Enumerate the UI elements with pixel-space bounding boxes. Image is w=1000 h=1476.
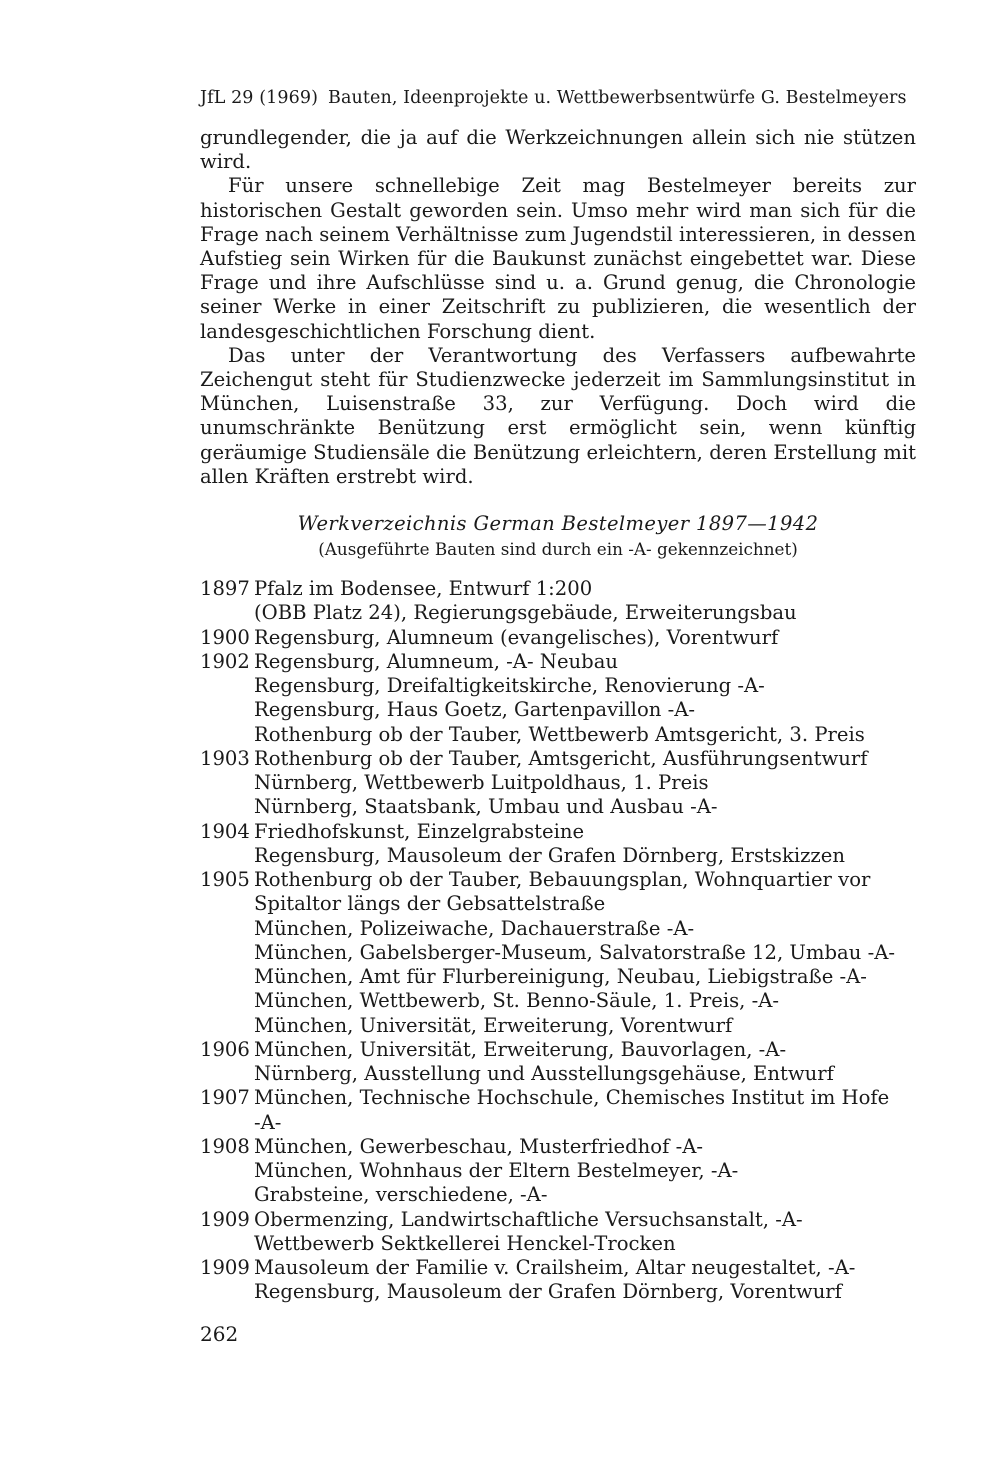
entry-year: 1906 <box>200 1037 250 1061</box>
running-title: Bauten, Ideenprojekte u. Wettbewerbsentwürfe G. Bestelmeyers <box>328 88 907 108</box>
list-entry <box>200 577 916 626</box>
entry-line: -A- <box>254 1110 282 1134</box>
entry-line: München, Universität, Erweiterung, Bauvorlagen, -A- <box>254 1037 787 1061</box>
entry-line: Rothenburg ob der Tauber, Bebauungsplan, Wohnquartier vor <box>254 868 871 891</box>
list-entry <box>200 820 916 869</box>
page-number: 262 <box>200 1322 239 1346</box>
entry-year: 1900 <box>200 625 250 649</box>
list-subtitle: (Ausgeführte Bauten sind durch ein -A- gekennzeichnet) <box>318 539 798 559</box>
list-entry <box>200 868 916 1038</box>
list-entry <box>200 650 916 747</box>
entry-line: Regensburg, Dreifaltigkeitskirche, Renovierung -A- <box>254 674 765 697</box>
paragraph: Das unter der Verantwortung des Verfassers aufbewahrte Zeichengut steht für Studienzwecke jederzeit im Sammlungsinstitut in München, Luisenstraße 33, zur Verfügung. Doch wird die unumschränkte Benützung erst ermöglicht sein, wenn künftig geräumige Studiensäle die Benützung erleichtern, deren Erstellung mit allen Kräften erstrebt wird. <box>200 343 916 488</box>
paragraph: Für unsere schnellebige Zeit mag Bestelmeyer bereits zur historischen Gestalt geworden sein. Umso mehr wird man sich für die Frage nach seinem Verhältnisse zum Jugendstil interessieren, in dessen Aufstieg sein Wirken für die Baukunst zunächst eingebettet war. Diese Frage und ihre Aufschlüsse sind u. a. Grund genug, die Chronologie seiner Werke in einer Zeitschrift zu publizieren, die wesentlich der landesgeschichtlichen Forschung dient. <box>200 174 916 343</box>
entry-line: München, Technische Hochschule, Chemisches Institut im Hofe <box>254 1086 890 1110</box>
entry-line: München, Wettbewerb, St. Benno-Säule, 1. Preis, -A- <box>254 989 780 1013</box>
entry-line: München, Polizeiwache, Dachauerstraße -A- <box>254 916 695 940</box>
entry-line: München, Amt für Flurbereinigung, Neubau, Liebigstraße -A- <box>254 965 867 988</box>
entry-line: Obermenzing, Landwirtschaftliche Versuchsanstalt, -A- <box>254 1207 803 1231</box>
entry-year: 1909 <box>200 1256 250 1279</box>
entry-year: 1903 <box>200 746 250 770</box>
entry-lines <box>254 1135 916 1208</box>
body-text <box>200 126 916 489</box>
entry-line: Rothenburg ob der Tauber, Amtsgericht, Ausführungsentwurf <box>254 746 868 770</box>
list-entry <box>200 1038 916 1087</box>
entry-line: München, Wohnhaus der Eltern Bestelmeyer, -A- <box>254 1159 739 1182</box>
entry-line: Friedhofskunst, Einzelgrabsteine <box>254 819 585 843</box>
list-entry <box>200 1086 916 1135</box>
entry-line: Rothenburg ob der Tauber, Wettbewerb Amtsgericht, 3. Preis <box>254 722 865 746</box>
entry-line: Mausoleum der Familie v. Crailsheim, Altar neugestaltet, -A- <box>254 1256 856 1279</box>
entry-line: Nürnberg, Ausstellung und Ausstellungsgehäuse, Entwurf <box>254 1062 834 1085</box>
list-entry <box>200 1256 916 1305</box>
entry-line: Grabsteine, verschiedene, -A- <box>254 1183 548 1207</box>
entry-year: 1908 <box>200 1134 250 1158</box>
entry-lines <box>254 868 916 1038</box>
entry-line: München, Gewerbeschau, Musterfriedhof -A- <box>254 1134 703 1158</box>
entry-lines <box>254 1256 916 1305</box>
entry-line: Nürnberg, Staatsbank, Umbau und Ausbau -A- <box>254 795 718 819</box>
entry-line: Pfalz im Bodensee, Entwurf 1:200 <box>254 577 593 600</box>
entry-year: 1902 <box>200 649 250 673</box>
paragraph-continuation: grundlegender, die ja auf die Werkzeichnungen allein sich nie stützen wird. <box>200 126 916 174</box>
entry-year: 1904 <box>200 819 250 843</box>
entry-lines <box>254 650 916 747</box>
entry-line: Spitaltor längs der Gebsattelstraße <box>254 892 606 916</box>
entry-lines <box>254 1208 916 1257</box>
entry-lines <box>254 747 916 820</box>
entry-line: Regensburg, Alumneum (evangelisches), Vorentwurf <box>254 625 779 649</box>
entry-line: Regensburg, Haus Goetz, Gartenpavillon -A- <box>254 698 695 722</box>
entry-line: Regensburg, Alumneum, -A- Neubau <box>254 649 618 673</box>
entry-line: München, Universität, Erweiterung, Vorentwurf <box>254 1013 733 1037</box>
entry-line: Wettbewerb Sektkellerei Henckel-Trocken <box>254 1231 676 1255</box>
journal-reference: JfL 29 (1969) <box>200 88 318 108</box>
list-entry <box>200 626 916 650</box>
entry-line: (OBB Platz 24), Regierungsgebäude, Erweiterungsbau <box>254 601 797 625</box>
list-entry <box>200 1135 916 1208</box>
list-title: Werkverzeichnis German Bestelmeyer 1897—1942 <box>297 512 819 535</box>
entry-lines <box>254 626 916 650</box>
entry-lines <box>254 1038 916 1087</box>
entry-line: Nürnberg, Wettbewerb Luitpoldhaus, 1. Preis <box>254 771 709 794</box>
entry-line: München, Gabelsberger-Museum, Salvatorstraße 12, Umbau -A- <box>254 940 895 964</box>
entry-lines <box>254 577 916 626</box>
list-entry <box>200 1208 916 1257</box>
entry-year: 1905 <box>200 868 250 891</box>
entry-lines <box>254 820 916 869</box>
entry-line: Regensburg, Mausoleum der Grafen Dörnberg, Erstskizzen <box>254 843 845 867</box>
entry-year: 1909 <box>200 1207 250 1231</box>
entry-year: 1897 <box>200 577 250 600</box>
entry-year: 1907 <box>200 1086 250 1110</box>
list-entry <box>200 747 916 820</box>
running-header <box>200 88 916 108</box>
entry-line: Regensburg, Mausoleum der Grafen Dörnberg, Vorentwurf <box>254 1280 842 1304</box>
works-list <box>200 577 916 1305</box>
entry-lines <box>254 1086 916 1135</box>
